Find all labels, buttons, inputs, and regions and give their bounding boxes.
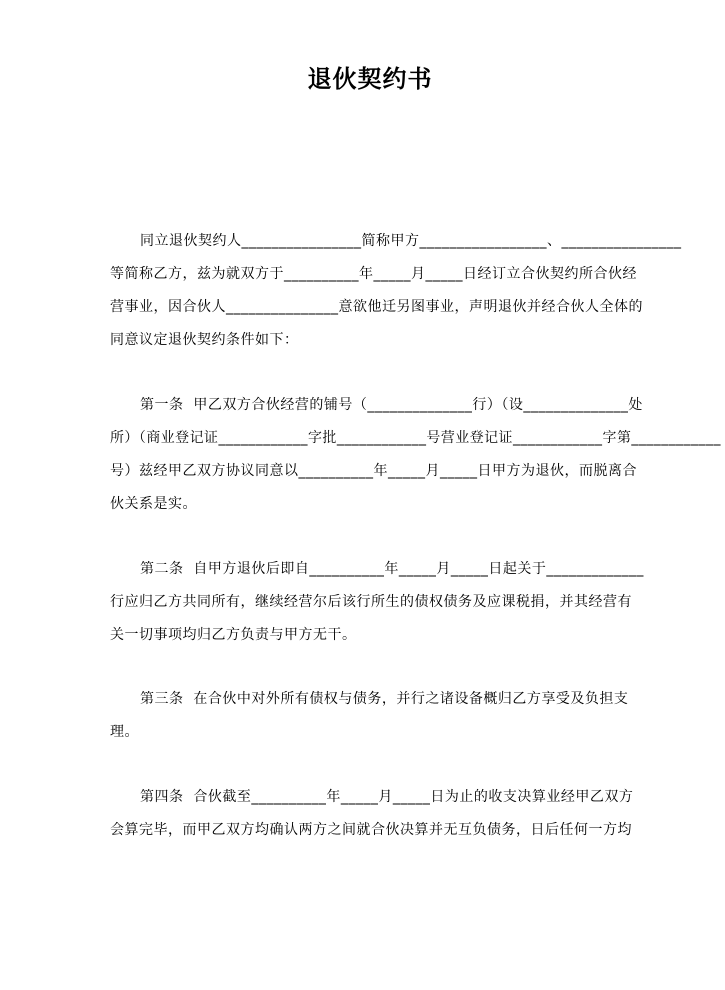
- document-title: 退伙契约书: [307, 65, 433, 93]
- article-1-line-4: 伙关系是实。: [110, 496, 197, 512]
- preamble-line-3: 营事业，因合伙人_______________意欲他迁另图事业，声明退伙并经合伙人全体的: [110, 299, 643, 315]
- preamble-line-4: 同意议定退伙契约条件如下：: [110, 332, 299, 348]
- article-4-line-2: 会算完毕，而甲乙双方均确认两方之间就合伙决算并无互负债务，日后任何一方均: [110, 822, 632, 838]
- article-3-line-2: 理。: [110, 724, 139, 740]
- preamble-line-2: 等简称乙方，兹为就双方于__________年_____月_____日经订立合伙契约所合伙经: [110, 266, 637, 282]
- article-2-line-2: 行应归乙方共同所有，继续经营尔后该行所生的债权债务及应课税捐，并其经营有: [110, 594, 632, 610]
- article-1-line-1: 第一条 甲乙双方合伙经营的铺号（______________行）（设______________处: [140, 397, 643, 413]
- preamble-line-1: 同立退伙契约人________________简称甲方_________________、________________: [140, 233, 682, 249]
- article-1-line-3: 号）兹经甲乙双方协议同意以__________年_____月_____日甲方为退伙，而脱离合: [110, 463, 637, 479]
- article-4-line-1: 第四条 合伙截至__________年_____月_____日为止的收支决算业经甲乙双方: [140, 789, 634, 805]
- article-2-line-3: 关一切事项均归乙方负责与甲方无干。: [110, 627, 357, 643]
- article-3-line-1: 第三条 在合伙中对外所有债权与债务，并行之诸设备概归乙方享受及负担支: [140, 691, 629, 707]
- article-2-line-1: 第二条 自甲方退伙后即自__________年_____月_____日起关于_____________: [140, 561, 644, 577]
- article-1-line-2: 所）（商业登记证____________字批____________号营业登记证____________字第____________: [110, 430, 721, 446]
